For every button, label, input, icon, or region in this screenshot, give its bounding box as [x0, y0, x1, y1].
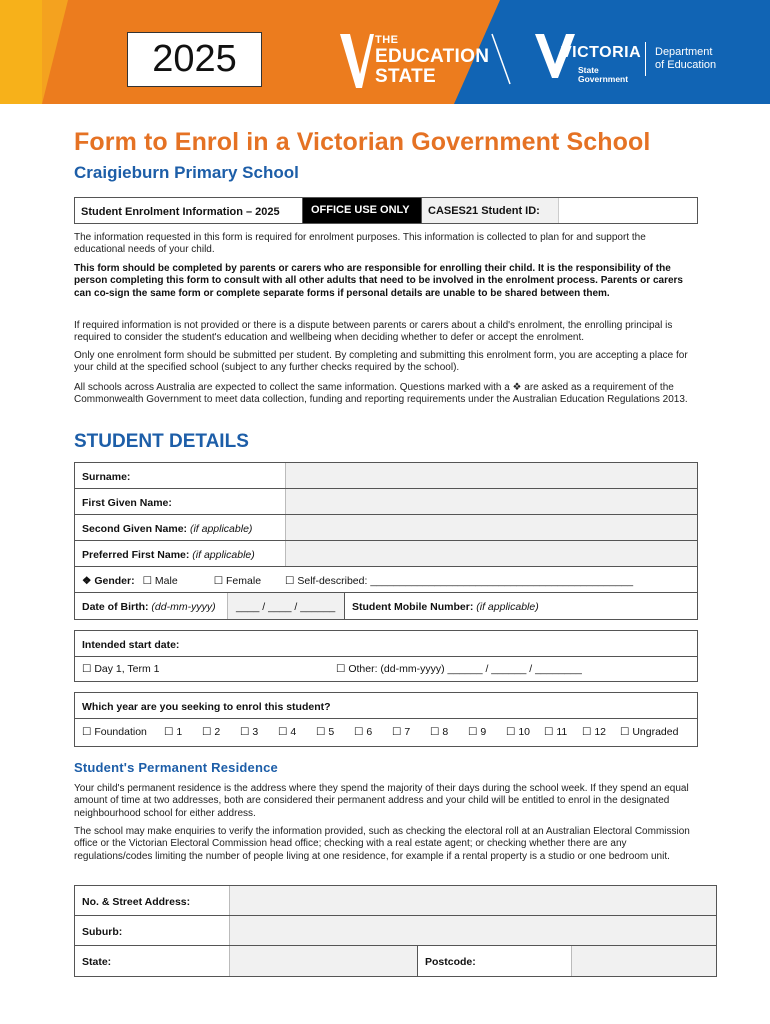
department-line2: of Education [655, 59, 717, 71]
dob-row [75, 593, 697, 619]
form-title: Form to Enrol in a Victorian Government School [74, 128, 651, 156]
start-date-options [75, 657, 697, 681]
mobile-hint: (if applicable) [476, 601, 539, 613]
mobile-field[interactable] [563, 593, 697, 619]
dob-label: Date of Birth: [82, 601, 149, 613]
surname-row [75, 463, 697, 489]
mobile-label-cell [345, 593, 563, 619]
dob-field[interactable]: ____ / ____ / ______ [227, 593, 345, 619]
year-option-3[interactable]: ☐ 3 [240, 726, 259, 738]
year-level-heading: Which year are you seeking to enrol this student? [75, 693, 697, 719]
mobile-label: Student Mobile Number: [352, 601, 474, 613]
year-option-1[interactable]: ☐ 1 [164, 726, 183, 738]
second-given-field[interactable] [286, 515, 697, 540]
state-field[interactable] [230, 946, 417, 976]
student-details-heading: STUDENT DETAILS [74, 431, 249, 452]
year-option-5[interactable]: ☐ 5 [316, 726, 335, 738]
dob-hint: (dd-mm-yyyy) [151, 601, 216, 613]
address-table [74, 885, 717, 977]
suburb-label: Suburb: [75, 916, 230, 945]
first-given-field[interactable] [286, 489, 697, 514]
intro-paragraph-4: Only one enrolment form should be submitted per student. By completing and submitting this enrolment form, you are accepting a place for your child at the specified school (subject to any further checks required by the school). [74, 350, 688, 374]
postcode-field[interactable] [572, 946, 716, 976]
banner-yellow-band [0, 0, 42, 104]
edu-state-the: THE [375, 34, 399, 46]
cases21-field[interactable] [559, 198, 697, 223]
second-given-hint: (if applicable) [189, 523, 253, 535]
state-label: State: [75, 946, 230, 976]
start-other-checkbox[interactable]: ☐ Other: (dd-mm-yyyy) ______ / ______ / ________ [336, 663, 582, 675]
gender-male-checkbox[interactable]: ☐ Male [142, 575, 178, 587]
department-name [655, 46, 716, 72]
start-date-table [74, 630, 698, 682]
victoria-name: VICTORIA [561, 44, 642, 61]
school-name: Craigieburn Primary School [74, 163, 299, 182]
education-state-v-icon [340, 34, 374, 88]
header-banner [0, 0, 770, 104]
surname-field[interactable] [286, 463, 697, 488]
cases21-label: CASES21 Student ID: [421, 198, 559, 223]
preferred-name-label-cell [75, 541, 286, 566]
year-box [127, 32, 262, 87]
suburb-row [75, 916, 716, 946]
second-given-row [75, 515, 697, 541]
year-option-ungraded[interactable]: ☐ Ungraded [620, 726, 679, 738]
preferred-name-label: Preferred First Name: [82, 549, 190, 561]
year-option-11[interactable]: ☐ 11 [544, 726, 568, 738]
street-label: No. & Street Address: [75, 886, 230, 915]
residence-paragraph-1: Your child's permanent residence is the address where they spend the majority of their days during the school week. If they spend an equal amount of time at two addresses, both are considered their permanent address and your child will be entitled to enrol in the designated neighbourhood school for either address. [74, 783, 689, 819]
intro-paragraph-5: All schools across Australia are expected to collect the same information. Questions marked with a ❖ are asked as a requirement of the Commonwealth Government to meet data collection, funding and reporting requirements under the Australian Education Regulations 2013. [74, 382, 688, 406]
logo-divider [645, 42, 646, 76]
second-given-label: Second Given Name: [82, 523, 188, 535]
gender-female-checkbox[interactable]: ☐ Female [213, 575, 262, 587]
gender-self-described-checkbox[interactable]: ☐ Self-described: _____________________________________________ [285, 575, 634, 587]
postcode-label: Postcode: [417, 946, 572, 976]
year-option-12[interactable]: ☐ 12 [582, 726, 607, 738]
year-option-10[interactable]: ☐ 10 [506, 726, 531, 738]
second-given-label-cell [75, 515, 286, 540]
year-option-foundation[interactable]: ☐ Foundation [82, 726, 147, 738]
education-state-logo [340, 32, 510, 88]
banner-yellow-wedge [42, 0, 68, 104]
preferred-name-row [75, 541, 697, 567]
office-use-label: OFFICE USE ONLY [303, 198, 421, 223]
residence-heading: Student's Permanent Residence [74, 760, 278, 775]
suburb-field[interactable] [230, 916, 716, 945]
edu-state-state: STATE [375, 66, 436, 87]
year-option-8[interactable]: ☐ 8 [430, 726, 449, 738]
enrolment-info-label: Student Enrolment Information – 2025 [75, 198, 303, 223]
year-option-4[interactable]: ☐ 4 [278, 726, 297, 738]
intro-paragraph-3: If required information is not provided or there is a dispute between parents or carers about a child's enrolment, the enrolling principal is required to consider the student's education and wellbeing when deciding whether to defer or accept the enrolment. [74, 320, 673, 344]
year-option-2[interactable]: ☐ 2 [202, 726, 221, 738]
street-row [75, 886, 716, 916]
start-date-heading: Intended start date: [75, 631, 697, 657]
edu-state-education: EDUCATION [375, 46, 490, 67]
street-field[interactable] [230, 886, 716, 915]
edu-state-slash-icon [490, 32, 512, 88]
year-option-6[interactable]: ☐ 6 [354, 726, 373, 738]
surname-label: Surname: [75, 463, 286, 488]
victoria-state: State [578, 65, 599, 75]
dob-label-cell [75, 593, 227, 619]
year-option-7[interactable]: ☐ 7 [392, 726, 411, 738]
gender-row [75, 567, 697, 593]
intro-paragraph-2: This form should be completed by parents or carers who are responsible for enrolling their child. It is the responsibility of the person completing this form to consult with all other adults that need to be involved in the enrolment process. Parents or carers can co-sign the same form or complete separate forms if personal details are unable to be shared between them. [74, 263, 683, 299]
intro-paragraph-1: The information requested in this form is required for enrolment purposes. This information is collected to plan for and support the educational needs of your child. [74, 232, 646, 256]
first-given-label: First Given Name: [75, 489, 286, 514]
residence-paragraph-2: The school may make enquiries to verify the information provided, such as checking the electoral roll at an Australian Electoral Commission office or the Victorian Electoral Commission head office; checking with a real estate agent; or checking whether there are any regulations/codes limiting the number of people living at one residence, for example if a rental property is a studio or one bedroom unit. [74, 826, 690, 862]
state-postcode-row [75, 946, 716, 976]
department-line1: Department [655, 46, 713, 58]
preferred-name-hint: (if applicable) [192, 549, 255, 561]
gender-label: ❖ Gender: [82, 575, 135, 587]
victoria-government: Government [578, 74, 629, 84]
start-day1-checkbox[interactable]: ☐ Day 1, Term 1 [82, 663, 160, 675]
year-level-table [74, 692, 698, 747]
year-level-options [75, 719, 697, 746]
enrolment-info-table [74, 197, 698, 224]
victoria-logo [535, 34, 645, 84]
year-text: 2025 [152, 38, 237, 80]
year-option-9[interactable]: ☐ 9 [468, 726, 487, 738]
student-details-table [74, 462, 698, 620]
preferred-name-field[interactable] [286, 541, 697, 566]
first-given-row [75, 489, 697, 515]
